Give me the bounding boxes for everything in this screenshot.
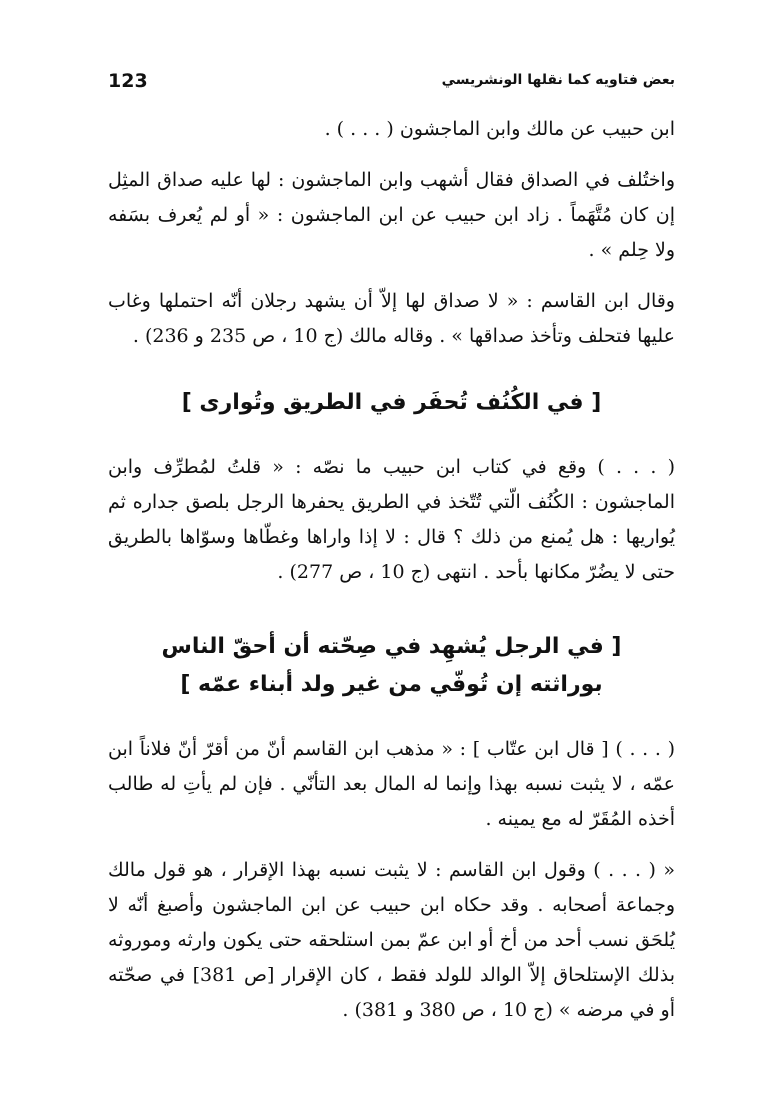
heading-line-2: بوراثته إن تُوفّي من غير ولد أبناء عمّه ] <box>180 672 603 697</box>
paragraph-1: ابن حبيب عن مالك وابن الماجشون ( . . . ) . <box>324 118 675 140</box>
running-head: بعض فتاويه كما نقلها الونشريسي <box>441 72 675 88</box>
page-body <box>108 112 675 1028</box>
heading-line-1: [ في الرجل يُشهِد في صِحّته أن أحقّ الناس <box>161 634 622 659</box>
paragraph-6: « ( . . . ) وقول ابن القاسم : لا يثبت نسبه بهذا الإقرار ، هو قول مالك وجماعة أصحابه . وقد حكاه ابن حبيب عن ابن الماجشون وأصبغ أنّه لا يُلحَق نسب أحد من أخ أو ابن عمّ بمن استلحقه حتى يكون وارثه وموروثه بذلك الإستلحاق إلاّ الوالد للولد فقط ، كان الإقرار [ص 381] في صحّته أو في مرضه » (ج 10 ، ص 380 و 381) . <box>108 859 675 1021</box>
paragraph-5: ( . . . ) [ قال ابن عتّاب ] : « مذهب ابن القاسم أنّ من أقرّ أنّ فلاناً ابن عمّه ، لا يثبت نسبه بهذا وإنما له المال بعد التأنّي . فإن لم يأتِ له طالب أخذه المُقَرّ له مع يمينه . <box>108 738 675 830</box>
paragraph-3: وقال ابن القاسم : « لا صداق لها إلاّ أن يشهد رجلان أنّه احتملها وغاب عليها فتحلف وتأخذ صداقها » . وقاله مالك (ج 10 ، ص 235 و 236) . <box>108 290 675 347</box>
spacer <box>108 590 675 628</box>
spacer <box>108 354 675 384</box>
spacer <box>108 422 675 450</box>
paragraph-4: ( . . . ) وقع في كتاب ابن حبيب ما نصّه : « قلتُ لمُطرِّف وابن الماجشون : الكُنُف الّتي تُتّخذ في الطريق يحفرها الرجل بلصق جداره ثم يُواريها : هل يُمنع من ذلك ؟ قال : لا إذا واراها وغطّاها وسوّاها بالطريق حتى لا يضُرّ مكانها بأحد . انتهى (ج 10 ، ص 277) . <box>108 456 675 583</box>
page-header <box>108 70 675 100</box>
section-heading-kunuf: [ في الكُنُف تُحفَر في الطريق وتُوارى ] <box>181 390 602 415</box>
spacer <box>108 704 675 732</box>
paragraph-2: واختُلف في الصداق فقال أشهب وابن الماجشون : لها عليه صداق المثِل إن كان مُتَّهَماً . زاد ابن حبيب عن ابن الماجشون : « أو لم يُعرف بسَفه ولا حِلم » . <box>108 169 675 261</box>
page-number: 123 <box>108 70 148 92</box>
section-heading-inheritance <box>108 628 675 704</box>
